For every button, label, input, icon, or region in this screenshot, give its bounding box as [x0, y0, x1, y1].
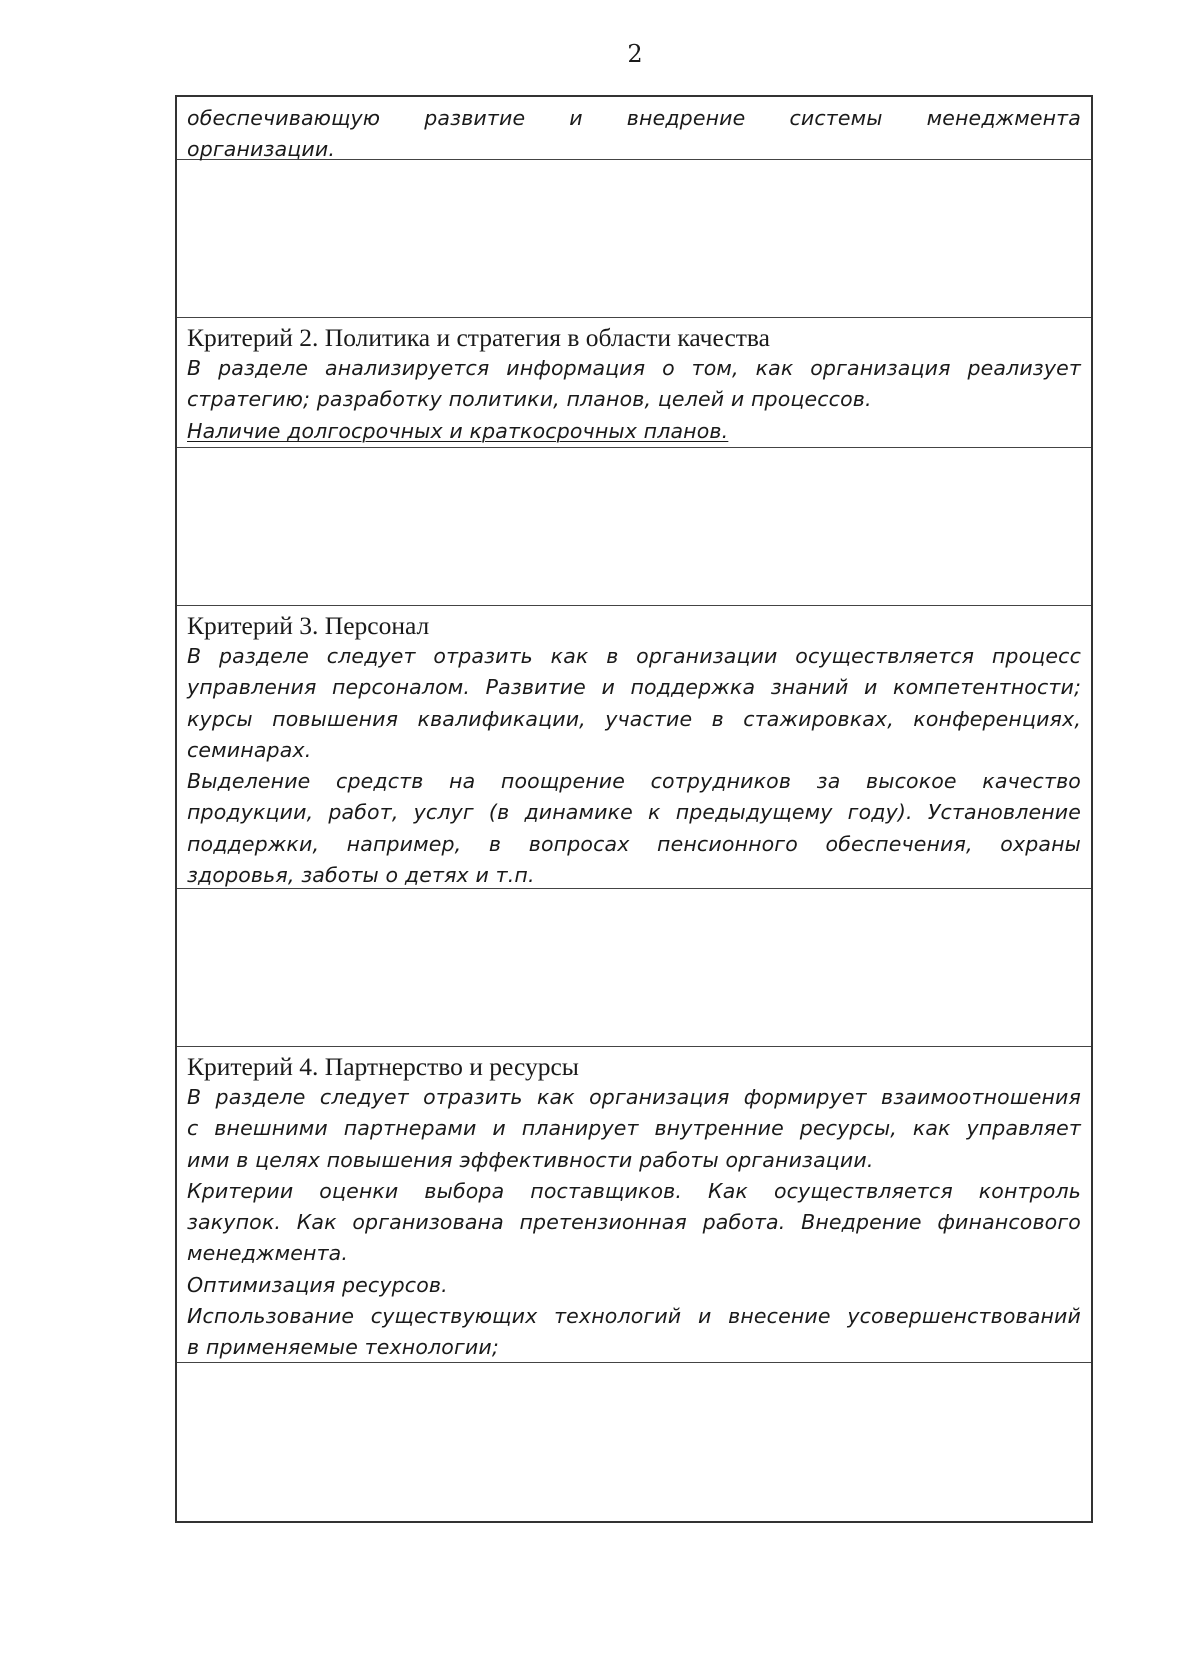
criterion3-answer-field[interactable] — [177, 889, 1091, 1046]
criterion2-description-line: стратегию; разработку политики, планов, целей и процессов. — [187, 387, 872, 412]
criterion1-description-line: обеспечивающую развитие и внедрение системы менеджмента — [187, 106, 1081, 130]
criterion3-description-line: поддержки, например, в вопросах пенсионного обеспечения, охраны — [187, 831, 1081, 856]
criterion3-answer-cell[interactable] — [177, 889, 1091, 1047]
criterion3-title: Критерий 3. Персонал — [187, 611, 430, 640]
criterion4-description-line: закупок. Как организована претензионная работа. Внедрение финансового — [187, 1210, 1081, 1235]
criterion3-description-line: семинарах. — [187, 737, 312, 762]
criterion1-description-cell — [177, 97, 1091, 160]
criterion3-description-line: Выделение средств на поощрение сотрудников за высокое качество — [187, 769, 1081, 794]
criterion1-description-line: организации. — [187, 137, 335, 162]
criterion2-description-cell — [177, 318, 1091, 448]
criterion2-description-line: В разделе анализируется информация о том, как организация реализует — [187, 356, 1081, 380]
criterion2-description-line: Наличие долгосрочных и краткосрочных планов. — [187, 418, 729, 443]
criterion1-answer-field[interactable] — [177, 160, 1091, 317]
criterion4-description-line: менеджмента. — [187, 1241, 349, 1266]
criterion4-title: Критерий 4. Партнерство и ресурсы — [187, 1052, 579, 1081]
criterion4-description-line: с внешними партнерами и планирует внутренние ресурсы, как управляет — [187, 1116, 1081, 1141]
criterion3-description-line: здоровья, заботы о детях и т.п. — [187, 863, 535, 888]
criterion4-description-line: Критерии оценки выбора поставщиков. Как осуществляется контроль — [187, 1178, 1081, 1203]
criterion3-description-cell — [177, 606, 1091, 889]
criterion2-answer-field[interactable] — [177, 448, 1091, 605]
criterion2-title: Критерий 2. Политика и стратегия в области качества — [187, 323, 770, 352]
criterion4-answer-cell[interactable] — [177, 1363, 1091, 1521]
criterion4-description-cell — [177, 1047, 1091, 1363]
criterion1-answer-cell[interactable] — [177, 160, 1091, 318]
criterion3-description-line: курсы повышения квалификации, участие в стажировках, конференциях, — [187, 706, 1081, 731]
criterion4-description-line: Использование существующих технологий и внесение усовершенствований — [187, 1304, 1081, 1329]
criterion4-description-line: Оптимизация ресурсов. — [187, 1272, 448, 1297]
criterion2-answer-cell[interactable] — [177, 448, 1091, 606]
criterion4-answer-field[interactable] — [177, 1363, 1091, 1521]
criterion4-description-line: в применяемые технологии; — [187, 1335, 499, 1360]
criteria-form-table — [175, 95, 1093, 1523]
criterion3-description-line: В разделе следует отразить как в организации осуществляется процесс — [187, 644, 1081, 668]
criterion3-description-line: управления персоналом. Развитие и поддержка знаний и компетентности; — [187, 675, 1081, 700]
criterion4-description-line: В разделе следует отразить как организация формирует взаимоотношения — [187, 1085, 1081, 1109]
criterion3-description-line: продукции, работ, услуг (в динамике к предыдущему году). Установление — [187, 800, 1081, 825]
criterion4-description-line: ими в целях повышения эффективности работы организации. — [187, 1147, 874, 1172]
page-number: 2 — [627, 40, 643, 68]
